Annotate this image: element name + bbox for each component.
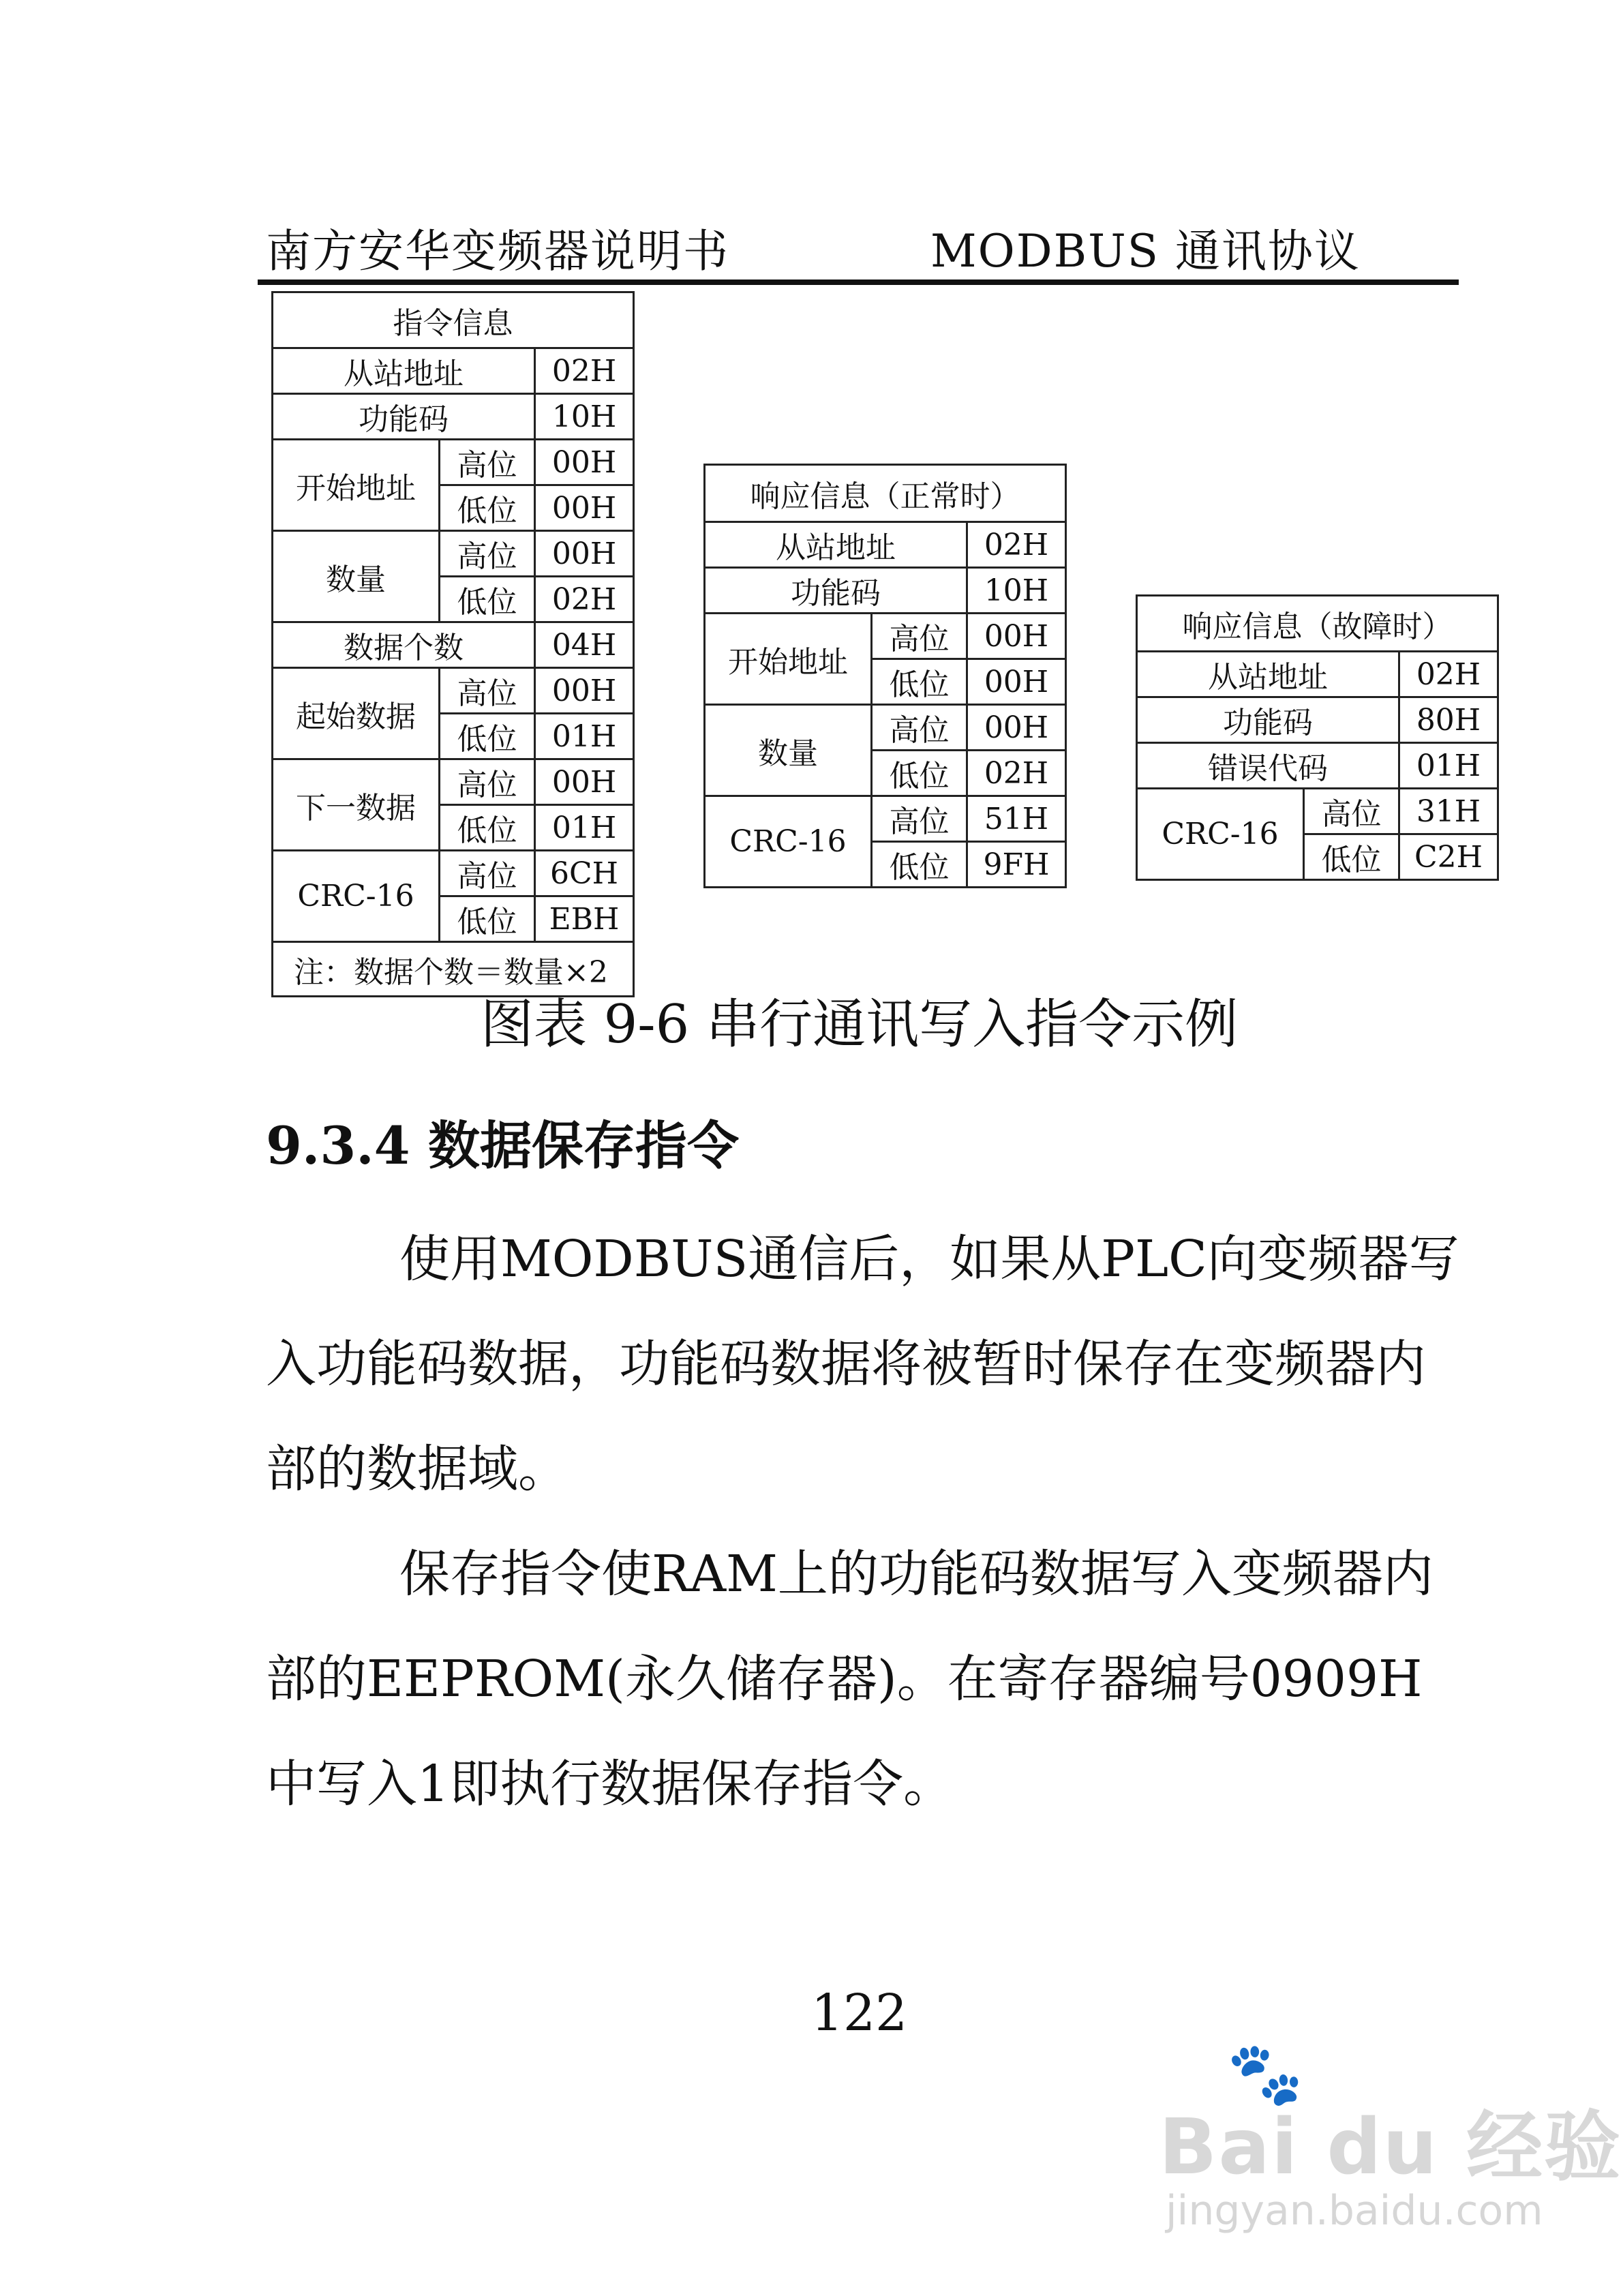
cell-value: 00H: [535, 759, 634, 805]
cell-value: 02H: [1399, 652, 1498, 697]
header-divider: [258, 280, 1459, 285]
sub-label: 低位: [872, 842, 967, 888]
sub-label: 高位: [440, 759, 535, 805]
row-label: 从站地址: [1137, 652, 1399, 697]
sub-label: 高位: [440, 440, 535, 485]
sub-label: 低位: [440, 896, 535, 942]
sub-label: 低位: [440, 805, 535, 851]
cell-value: 10H: [535, 394, 634, 440]
sub-label: 低位: [440, 577, 535, 622]
body-paragraph: 使用MODBUS通信后，如果从PLC向变频器写入功能码数据，功能码数据将被暂时保存在变频器内部的数据域。: [266, 1230, 1459, 1498]
cell-value: 00H: [535, 531, 634, 577]
row-label: CRC-16: [273, 851, 440, 942]
response-normal-table: [703, 464, 1067, 888]
cell-value: 02H: [967, 751, 1066, 796]
row-label: 错误代码: [1137, 743, 1399, 789]
row-label: CRC-16: [705, 796, 872, 888]
cell-value: 00H: [535, 440, 634, 485]
body-paragraph: 保存指令使RAM上的功能码数据写入变频器内部的EEPROM(永久储存器)。在寄存器编号0909H中写入1即执行数据保存指令。: [266, 1545, 1434, 1813]
sub-label: 低位: [440, 485, 535, 531]
sub-label: 低位: [440, 714, 535, 759]
cell-value: EBH: [535, 896, 634, 942]
header-document-title: 南方安华变频器说明书: [266, 225, 729, 277]
watermark-logo: Bai du 经验: [1159, 2103, 1622, 2192]
sub-label: 高位: [440, 531, 535, 577]
cell-value: 04H: [535, 622, 634, 668]
row-label: CRC-16: [1137, 789, 1304, 880]
cell-value: 00H: [967, 614, 1066, 659]
sub-label: 高位: [872, 796, 967, 842]
cell-value: C2H: [1399, 834, 1498, 880]
section-heading: 9.3.4 数据保存指令: [266, 1115, 740, 1176]
cell-value: 9FH: [967, 842, 1066, 888]
sub-label: 高位: [872, 614, 967, 659]
cell-value: 02H: [535, 348, 634, 394]
cell-value: 02H: [967, 522, 1066, 568]
row-label: 下一数据: [273, 759, 440, 851]
row-label: 功能码: [705, 568, 967, 614]
sub-label: 低位: [872, 659, 967, 705]
sub-label: 高位: [1304, 789, 1399, 834]
cell-value: 01H: [535, 714, 634, 759]
sub-label: 高位: [440, 668, 535, 714]
row-label: 数据个数: [273, 622, 535, 668]
row-label: 功能码: [273, 394, 535, 440]
row-label: 起始数据: [273, 668, 440, 759]
header-chapter-title: MODBUS 通讯协议: [930, 225, 1361, 277]
paw-icon: 🐾: [1227, 2038, 1304, 2110]
page-number: 122: [810, 1984, 908, 2042]
row-label: 功能码: [1137, 697, 1399, 743]
table-title: 指令信息: [273, 292, 634, 348]
cell-value: 01H: [1399, 743, 1498, 789]
figure-caption: 图表 9-6 串行通讯写入指令示例: [480, 994, 1239, 1055]
row-label: 从站地址: [705, 522, 967, 568]
table-note: 注：数据个数＝数量×2: [273, 942, 634, 997]
cell-value: 00H: [967, 705, 1066, 751]
cell-value: 6CH: [535, 851, 634, 896]
response-error-table: [1136, 594, 1499, 881]
cell-value: 00H: [535, 485, 634, 531]
row-label: 开始地址: [273, 440, 440, 531]
table-title: 响应信息（故障时）: [1137, 596, 1498, 652]
watermark-url: jingyan.baidu.com: [1166, 2187, 1543, 2235]
sub-label: 高位: [440, 851, 535, 896]
sub-label: 高位: [872, 705, 967, 751]
command-info-table: [271, 291, 635, 997]
cell-value: 02H: [535, 577, 634, 622]
sub-label: 低位: [872, 751, 967, 796]
sub-label: 低位: [1304, 834, 1399, 880]
cell-value: 00H: [967, 659, 1066, 705]
cell-value: 00H: [535, 668, 634, 714]
row-label: 开始地址: [705, 614, 872, 705]
row-label: 数量: [705, 705, 872, 796]
cell-value: 51H: [967, 796, 1066, 842]
cell-value: 10H: [967, 568, 1066, 614]
cell-value: 31H: [1399, 789, 1498, 834]
table-title: 响应信息（正常时）: [705, 465, 1066, 522]
cell-value: 80H: [1399, 697, 1498, 743]
cell-value: 01H: [535, 805, 634, 851]
row-label: 从站地址: [273, 348, 535, 394]
row-label: 数量: [273, 531, 440, 622]
